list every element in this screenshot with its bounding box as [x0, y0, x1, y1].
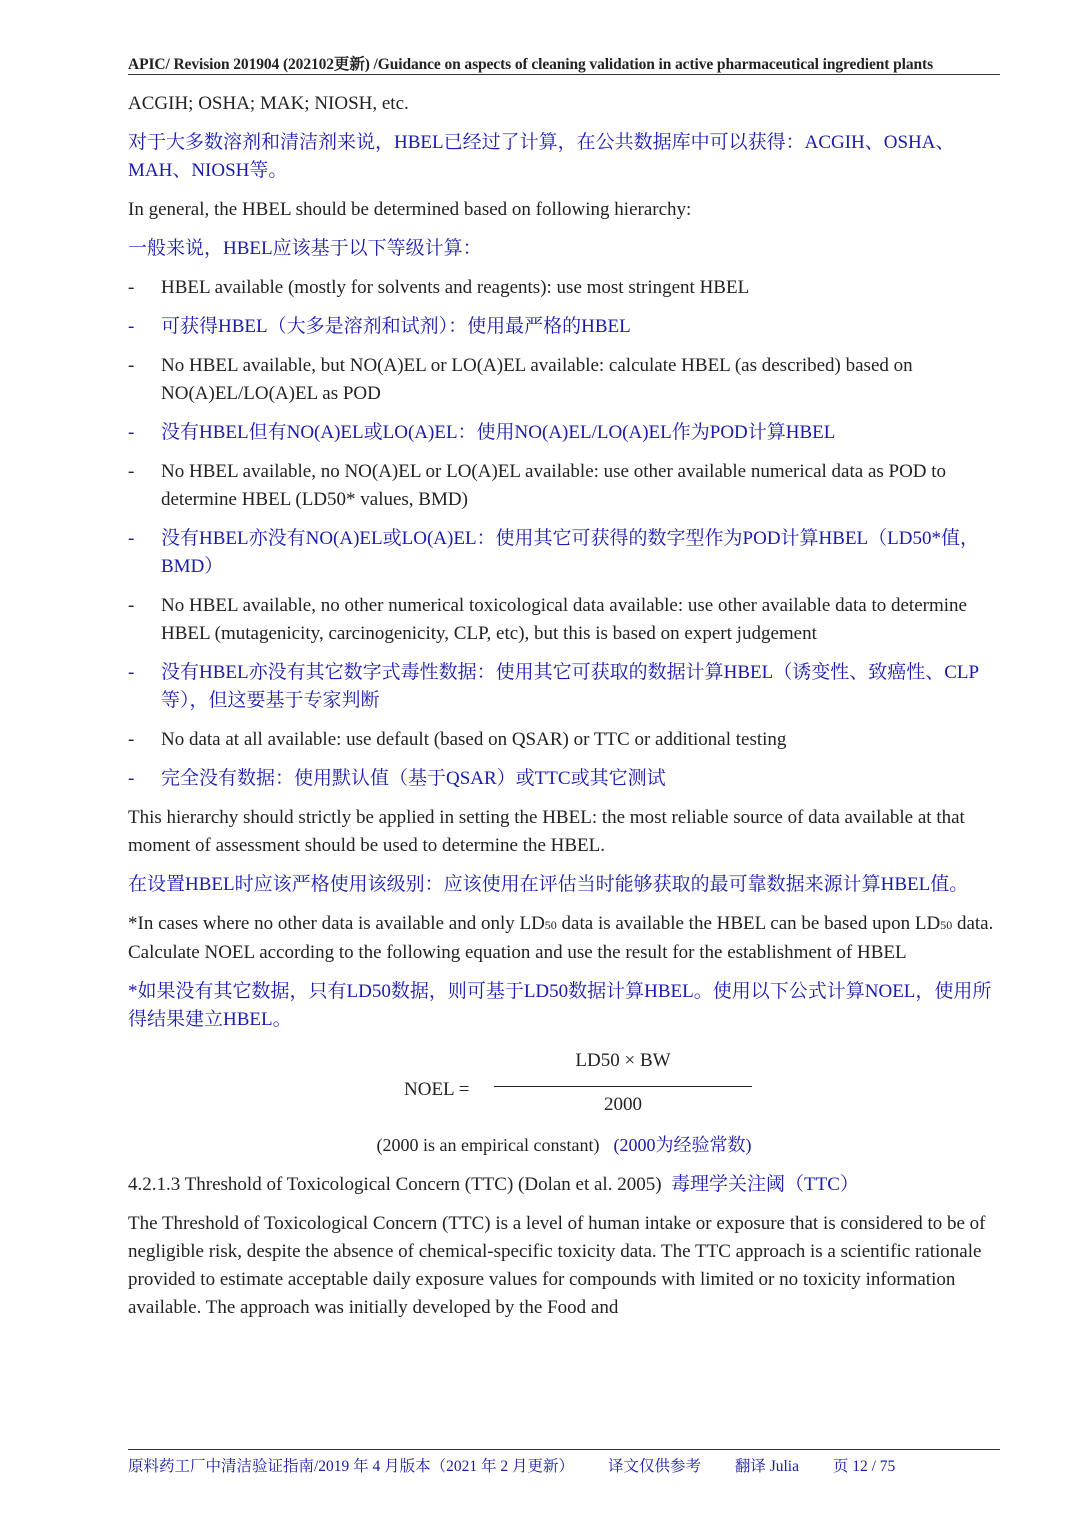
list-dash: -	[128, 355, 135, 376]
list-item-text: 没有HBEL但有NO(A)EL或LO(A)EL：使用NO(A)EL/LO(A)EL作为POD计算HBEL	[161, 422, 836, 443]
list-item	[128, 592, 1000, 648]
list-item	[128, 765, 1000, 793]
footer-doc-title: 原料药工厂中清洁验证指南/2019 年 4 月版本（2021 年 2 月更新）	[128, 1458, 575, 1475]
list-dash: -	[128, 422, 135, 443]
list-item-text: No HBEL available, no other numerical toxicological data available: use other available data to determine HBEL (mutagenicity, carcinogenicity, CLP, etc), but this is based on expert judgement	[161, 595, 967, 644]
list-item-text: 完全没有数据：使用默认值（基于QSAR）或TTC或其它测试	[161, 768, 666, 789]
equation-numerator: LD50 × BW	[575, 1050, 671, 1071]
subscript: 50	[544, 918, 557, 932]
paragraph-zh: 对于大多数溶剂和清洁剂来说，HBEL已经过了计算，在公共数据库中可以获得：ACGIH、OSHA、MAH、NIOSH等。	[128, 132, 955, 181]
equation-denominator: 2000	[604, 1094, 642, 1115]
list-item-text: 可获得HBEL（大多是溶剂和试剂）：使用最严格的HBEL	[161, 316, 631, 337]
equation-lhs: NOEL =	[404, 1079, 470, 1100]
list-item	[128, 419, 1000, 447]
list-item-text: No HBEL available, but NO(A)EL or LO(A)EL available: calculate HBEL (as described) based on NO(A)EL/LO(A)EL as POD	[161, 355, 913, 404]
list-dash: -	[128, 316, 135, 337]
paragraph-zh: 一般来说，HBEL应该基于以下等级计算：	[128, 238, 482, 259]
paragraph-en: In general, the HBEL should be determined based on following hierarchy:	[128, 199, 692, 220]
list-item	[128, 352, 1000, 408]
subscript: 50	[940, 918, 953, 932]
ld50-note-text: *In cases where no other data is available and only LD	[128, 913, 545, 934]
list-item	[128, 726, 1000, 754]
section-heading-en: 4.2.1.3 Threshold of Toxicological Concern (TTC) (Dolan et al. 2005)	[128, 1174, 662, 1195]
list-dash: -	[128, 528, 135, 549]
list-item-text: HBEL available (mostly for solvents and reagents): use most stringent HBEL	[161, 277, 750, 298]
list-item-text: No HBEL available, no NO(A)EL or LO(A)EL available: use other available numerical data as POD to determine HBEL (LD50* values, BMD)	[161, 461, 947, 510]
list-item	[128, 458, 1000, 514]
list-dash: -	[128, 768, 135, 789]
hierarchy-paragraph-en: This hierarchy should strictly be applied in setting the HBEL: the most reliable source of data available at that moment of assessment should be used to determine the HBEL.	[128, 807, 965, 856]
hierarchy-paragraph-zh: 在设置HBEL时应该严格使用该级别：应该使用在评估当时能够获取的最可靠数据来源计算HBEL值。	[128, 874, 969, 895]
equation-note-zh: (2000为经验常数)	[613, 1135, 752, 1155]
section-heading	[128, 1171, 1000, 1199]
ld50-note-en	[128, 910, 1000, 967]
footer-translator: 翻译 Julia	[734, 1458, 799, 1475]
list-item-text: No data at all available: use default (based on QSAR) or TTC or additional testing	[161, 729, 787, 750]
equation-note-en: (2000 is an empirical constant)	[376, 1135, 600, 1155]
page-header: APIC/ Revision 201904 (202102更新) /Guidance on aspects of cleaning validation in active pharmaceutical ingredient plants	[128, 56, 934, 73]
page-footer	[128, 1454, 1000, 1476]
list-dash: -	[128, 595, 135, 616]
page-body	[128, 90, 1000, 1333]
paragraph-en: ACGIH; OSHA; MAK; NIOSH, etc.	[128, 93, 409, 114]
list-item	[128, 525, 1000, 581]
ld50-note-text: data. Calculate NOEL according to the following equation and use the result for the establishment of HBEL	[128, 913, 994, 963]
equation-note	[128, 1131, 1000, 1159]
list-item	[128, 274, 1000, 302]
list-item-text: 没有HBEL亦没有NO(A)EL或LO(A)EL：使用其它可获得的数字型作为POD计算HBEL（LD50*值，BMD）	[161, 528, 979, 577]
list-dash: -	[128, 662, 135, 683]
footer-note: 译文仅供参考	[607, 1458, 701, 1475]
fraction-bar	[494, 1086, 752, 1087]
section-body: The Threshold of Toxicological Concern (TTC) is a level of human intake or exposure that is considered to be of negligible risk, despite the absence of chemical-specific toxicity data. The TTC approach is a scientific rationale provided to estimate acceptable daily exposure values for compounds with limited or no toxicity information available. The approach was initially developed by the Food and	[128, 1213, 986, 1318]
header-divider	[128, 74, 1000, 75]
list-item	[128, 313, 1000, 341]
section-heading-zh: 毒理学关注阈（TTC）	[671, 1174, 859, 1195]
ld50-note-text: data is available the HBEL can be based upon LD	[556, 913, 941, 934]
noel-equation	[128, 1045, 1000, 1125]
footer-divider	[128, 1449, 1000, 1450]
list-item	[128, 659, 1000, 715]
list-dash: -	[128, 277, 135, 298]
list-item-text: 没有HBEL亦没有其它数字式毒性数据：使用其它可获取的数据计算HBEL（诱变性、致癌性、CLP等），但这要基于专家判断	[161, 662, 980, 711]
list-dash: -	[128, 729, 135, 750]
ld50-note-zh: *如果没有其它数据，只有LD50数据，则可基于LD50数据计算HBEL。使用以下公式计算NOEL，使用所得结果建立HBEL。	[128, 981, 992, 1030]
footer-page-number: 页 12 / 75	[832, 1458, 896, 1475]
list-dash: -	[128, 461, 135, 482]
